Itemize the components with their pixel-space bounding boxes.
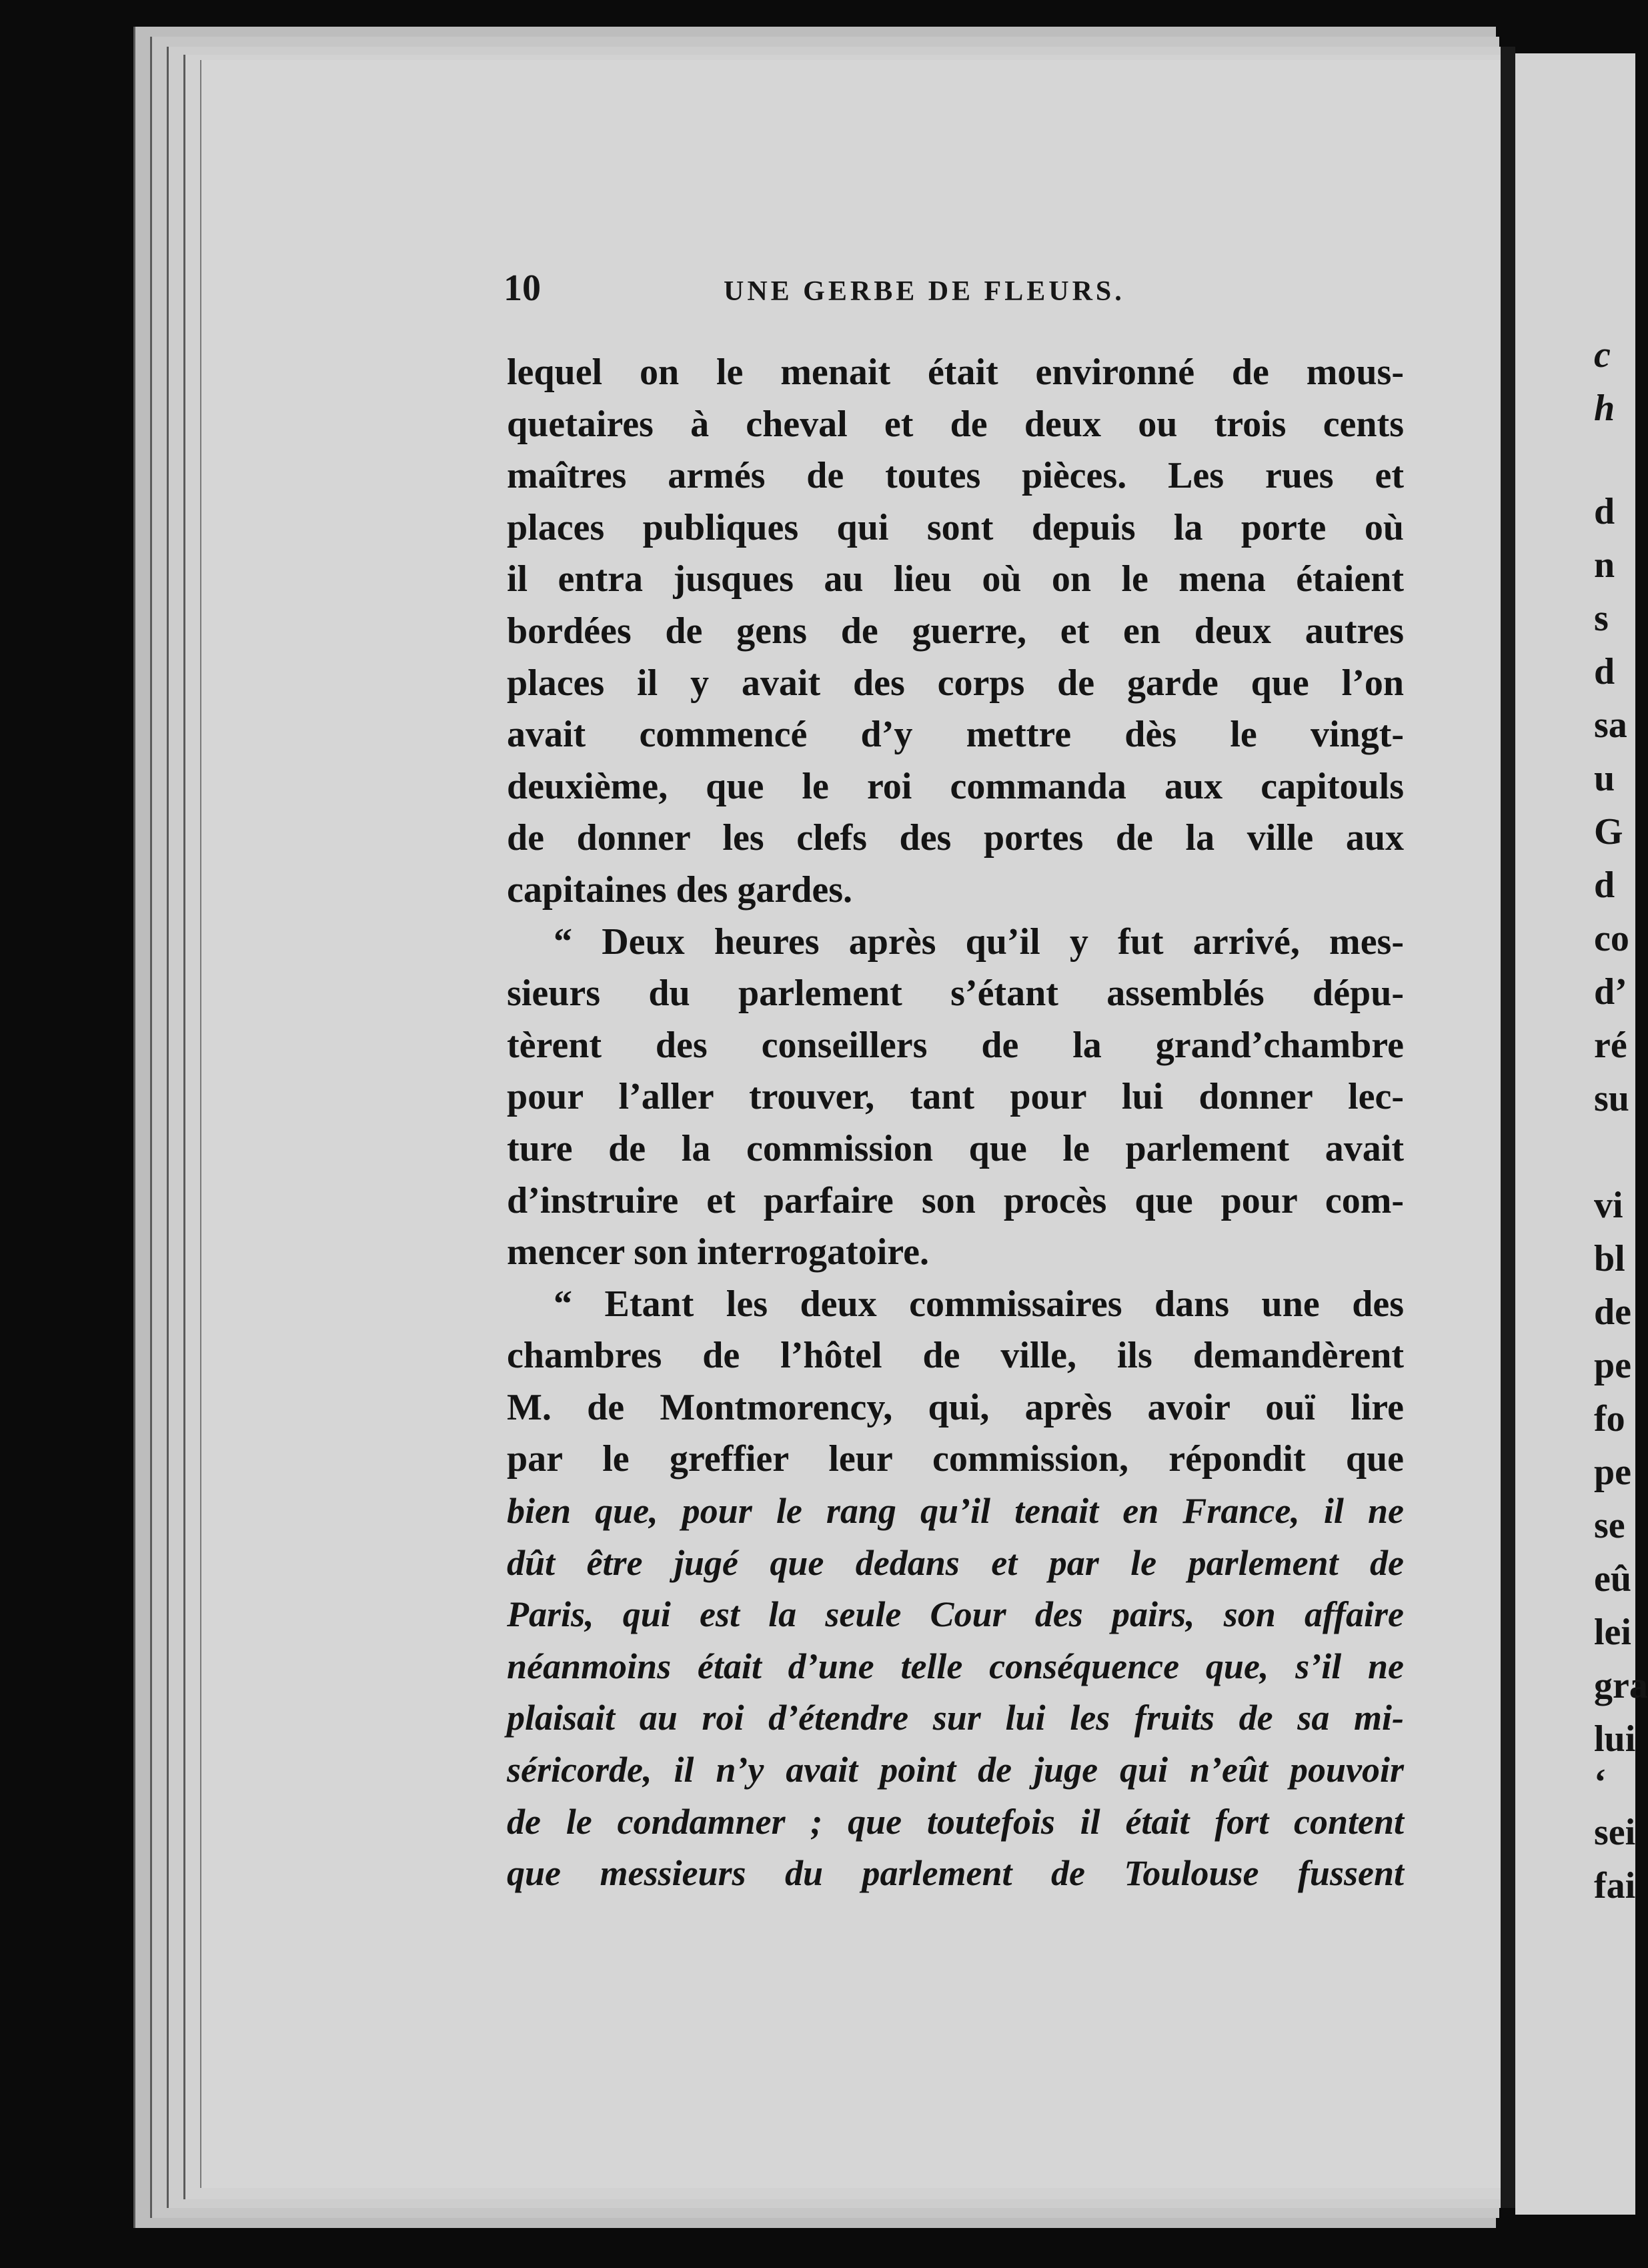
- right-page-fragment: gra: [1594, 1665, 1648, 1706]
- text-line: “ Etant les deux commissaires dans une des: [554, 1283, 1404, 1325]
- text-line: bordées de gens de guerre, et en deux autres: [507, 610, 1404, 652]
- text-line: quetaires à cheval et de deux ou trois cents: [507, 403, 1404, 445]
- right-page-fragment: co: [1594, 918, 1629, 959]
- text-line: places publiques qui sont depuis la porte où: [507, 506, 1404, 548]
- right-page-fragment: c: [1594, 334, 1611, 376]
- page-number: 10: [504, 267, 541, 309]
- right-page-fragment: de: [1594, 1291, 1631, 1333]
- text-line: capitaines des gardes.: [507, 869, 852, 911]
- text-line: néanmoins était d’une telle conséquence que, s’il ne: [507, 1646, 1404, 1686]
- text-line: M. de Montmorency, qui, après avoir ouï lire: [507, 1386, 1404, 1428]
- right-page-fragment: pe: [1594, 1345, 1631, 1386]
- text-line: dût être jugé que dedans et par le parlement de: [507, 1542, 1404, 1583]
- running-title: UNE GERBE DE FLEURS.: [724, 276, 1125, 307]
- running-head: [504, 267, 1404, 310]
- text-line: de le condamner ; que toutefois il était fort content: [507, 1801, 1404, 1842]
- right-page-fragment: d: [1594, 651, 1615, 692]
- text-line: places il y avait des corps de garde que l’on: [507, 662, 1404, 704]
- right-page-fragment: h: [1594, 388, 1615, 429]
- text-line: d’instruire et parfaire son procès que pour com-: [507, 1179, 1404, 1221]
- text-line: pour l’aller trouver, tant pour lui donner lec-: [507, 1076, 1404, 1118]
- right-page-fragment: se: [1594, 1505, 1625, 1546]
- right-page-fragment: pe: [1594, 1452, 1631, 1493]
- right-page-fragment: sa: [1594, 704, 1627, 746]
- text-line: Paris, qui est la seule Cour des pairs, son affaire: [507, 1594, 1404, 1635]
- text-line: deuxième, que le roi commanda aux capitouls: [507, 765, 1404, 807]
- right-page-fragment: d’: [1594, 971, 1627, 1013]
- text-line: sieurs du parlement s’étant assemblés dépu-: [507, 973, 1404, 1015]
- text-line: que messieurs du parlement de Toulouse fussent: [507, 1853, 1404, 1894]
- right-page-fragment: su: [1594, 1078, 1629, 1119]
- right-page-fragment: n: [1594, 544, 1615, 586]
- text-line: chambres de l’hôtel de ville, ils demandèrent: [507, 1335, 1404, 1377]
- book-gutter: [1501, 47, 1515, 2208]
- text-line: de donner les clefs des portes de la ville aux: [507, 817, 1404, 859]
- right-page-fragment: d: [1594, 491, 1615, 532]
- right-page-fragment: fo: [1594, 1398, 1625, 1440]
- right-page-fragment: d: [1594, 865, 1615, 906]
- body-text: [507, 347, 1404, 1900]
- right-page-fragment: sei: [1594, 1812, 1636, 1853]
- right-page-fragment: fai: [1594, 1865, 1636, 1906]
- text-line: maîtres armés de toutes pièces. Les rues et: [507, 455, 1404, 497]
- text-line: tèrent des conseillers de la grand’chambre: [507, 1024, 1404, 1066]
- right-page-fragment: eû: [1594, 1558, 1631, 1600]
- right-page-fragment: bl: [1594, 1238, 1625, 1279]
- text-line: avait commencé d’y mettre dès le vingt-: [507, 714, 1404, 756]
- right-page-fragment: u: [1594, 758, 1615, 799]
- text-line: il entra jusques au lieu où on le mena étaient: [507, 558, 1404, 600]
- text-line: ture de la commission que le parlement avait: [507, 1127, 1404, 1169]
- text-line: mencer son interrogatoire.: [507, 1231, 929, 1273]
- right-page-fragment: G: [1594, 811, 1623, 853]
- text-line: lequel on le menait était environné de mous-: [507, 352, 1404, 393]
- right-page-fragment: lui: [1594, 1718, 1636, 1760]
- text-line: bien que, pour le rang qu’il tenait en France, il ne: [507, 1491, 1404, 1532]
- text-line: séricorde, il n’y avait point de juge qui n’eût pouvoir: [507, 1750, 1404, 1790]
- text-line: “ Deux heures après qu’il y fut arrivé, mes-: [554, 921, 1404, 963]
- right-page-fragment: vi: [1594, 1185, 1623, 1226]
- text-line: plaisait au roi d’étendre sur lui les fruits de sa mi-: [507, 1698, 1404, 1738]
- right-page-fragment: s: [1594, 598, 1609, 639]
- right-page-fragment: ré: [1594, 1025, 1627, 1066]
- text-line: par le greffier leur commission, répondit que: [507, 1438, 1404, 1480]
- right-page-fragment: lei: [1594, 1612, 1631, 1653]
- right-page-fragment: ‘: [1594, 1762, 1607, 1803]
